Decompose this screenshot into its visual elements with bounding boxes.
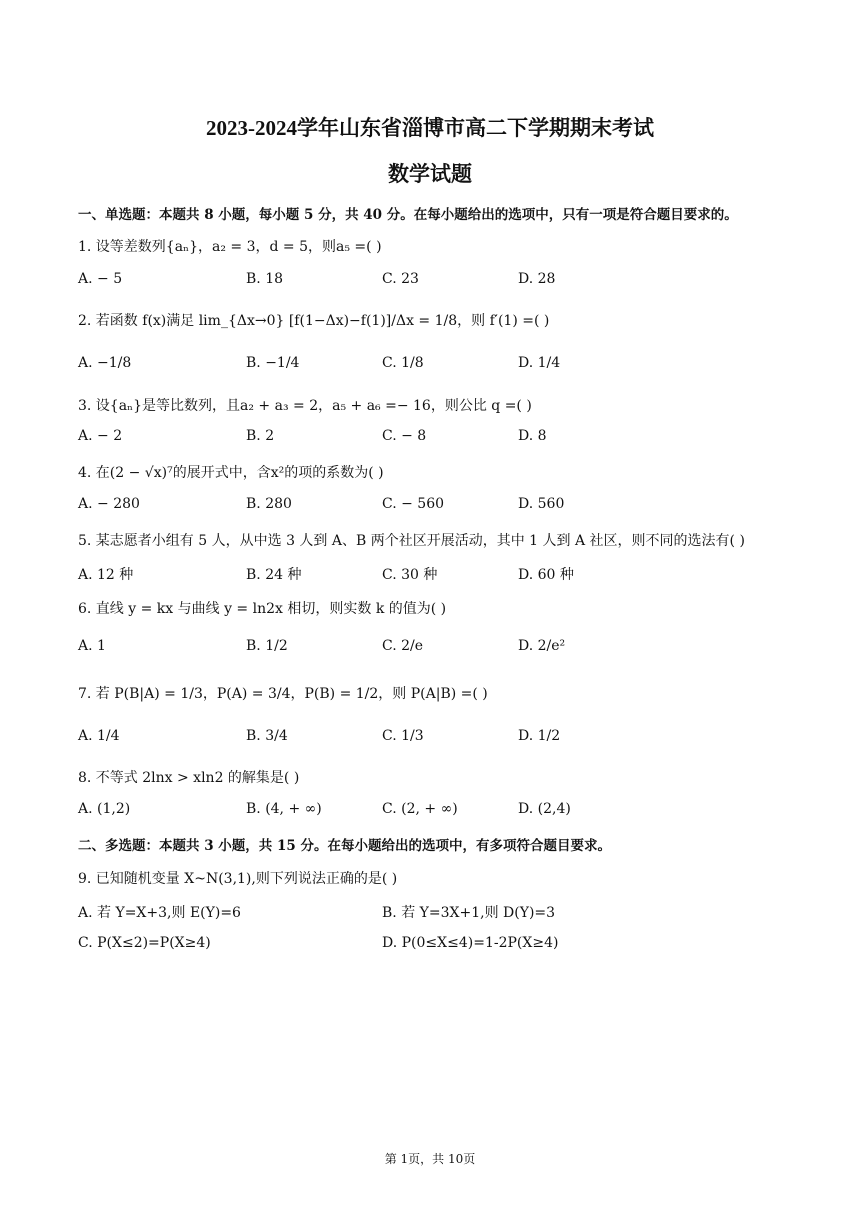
question-2-option-d: D. 1/4 [518,355,561,371]
question-4-option-a: A. − 280 [78,496,140,512]
question-6-option-a: A. 1 [78,638,106,654]
question-4-option-c: C. − 560 [382,496,445,512]
question-6-option-c: C. 2/e [382,638,424,654]
question-5-option-b: B. 24 种 [246,567,302,583]
question-9-option-a: A. 若 Y=X+3,则 E(Y)=6 [78,905,241,921]
question-9-option-c: C. P(X≤2)=P(X≥4) [78,935,211,951]
question-4-option-d: D. 560 [518,496,565,512]
question-7-option-d: D. 1/2 [518,728,561,744]
question-8-option-a: A. (1,2) [78,801,131,817]
question-7-option-a: A. 1/4 [78,728,120,744]
question-4-option-b: B. 280 [246,496,292,512]
question-3-option-b: B. 2 [246,428,275,444]
question-9-option-d: D. P(0≤X≤4)=1-2P(X≥4) [382,935,559,951]
question-1-option-d: D. 28 [518,271,556,287]
question-6-option-d: D. 2/e² [518,638,566,654]
section-heading-multiple-choice: 二、多选题：本题共 3 小题，共 15 分。在每小题给出的选项中，有多项符合题目要求。 [78,838,611,854]
question-5-stem: 5. 某志愿者小组有 5 人，从中选 3 人到 A、B 两个社区开展活动，其中 1 人到 A 社区，则不同的选法有( ) [78,533,745,549]
section-heading-single-choice: 一、单选题：本题共 8 小题，每小题 5 分，共 40 分。在每小题给出的选项中，只有一项是符合题目要求的。 [78,207,738,223]
question-9-stem: 9. 已知随机变量 X~N(3,1),则下列说法正确的是( ) [78,871,398,887]
question-1-option-b: B. 18 [246,271,284,287]
question-1-option-c: C. 23 [382,271,419,287]
question-6-option-b: B. 1/2 [246,638,288,654]
question-7-option-c: C. 1/3 [382,728,424,744]
question-7-stem: 7. 若 P(B|A) = 1/3，P(A) = 3/4，P(B) = 1/2，则 P(A|B) =( ) [78,686,488,702]
question-5-option-d: D. 60 种 [518,567,574,583]
question-8-stem: 8. 不等式 2lnx > xln2 的解集是( ) [78,770,300,786]
question-7-option-b: B. 3/4 [246,728,288,744]
question-5-option-a: A. 12 种 [78,567,134,583]
question-2-stem: 2. 若函数 f(x)满足 lim_{Δx→0} [f(1−Δx)−f(1)]/Δx = 1/8，则 f′(1) =( ) [78,313,550,329]
question-6-stem: 6. 直线 y = kx 与曲线 y = ln2x 相切，则实数 k 的值为( ) [78,601,447,617]
question-3-option-c: C. − 8 [382,428,427,444]
question-1-option-a: A. − 5 [78,271,123,287]
question-2-option-c: C. 1/8 [382,355,424,371]
question-3-option-a: A. − 2 [78,428,123,444]
question-4-stem: 4. 在(2 − √x)⁷的展开式中，含x²的项的系数为( ) [78,465,384,481]
question-5-option-c: C. 30 种 [382,567,438,583]
question-1-stem: 1. 设等差数列{aₙ}，a₂ = 3，d = 5，则a₅ =( ) [78,239,382,255]
question-3-stem: 3. 设{aₙ}是等比数列，且a₂ + a₃ = 2，a₅ + a₆ =− 16，则公比 q =( ) [78,398,532,414]
question-9-option-b: B. 若 Y=3X+1,则 D(Y)=3 [382,905,556,921]
question-2-option-a: A. −1/8 [78,355,132,371]
page-number-footer: 第 1页，共 10页 [384,1152,476,1166]
exam-subtitle: 数学试题 [388,161,472,186]
question-8-option-c: C. (2, + ∞) [382,801,458,817]
question-8-option-d: D. (2,4) [518,801,571,817]
question-3-option-d: D. 8 [518,428,547,444]
question-2-option-b: B. −1/4 [246,355,300,371]
question-8-option-b: B. (4, + ∞) [246,801,322,817]
exam-title: 2023-2024学年山东省淄博市高二下学期期末考试 [206,116,654,140]
